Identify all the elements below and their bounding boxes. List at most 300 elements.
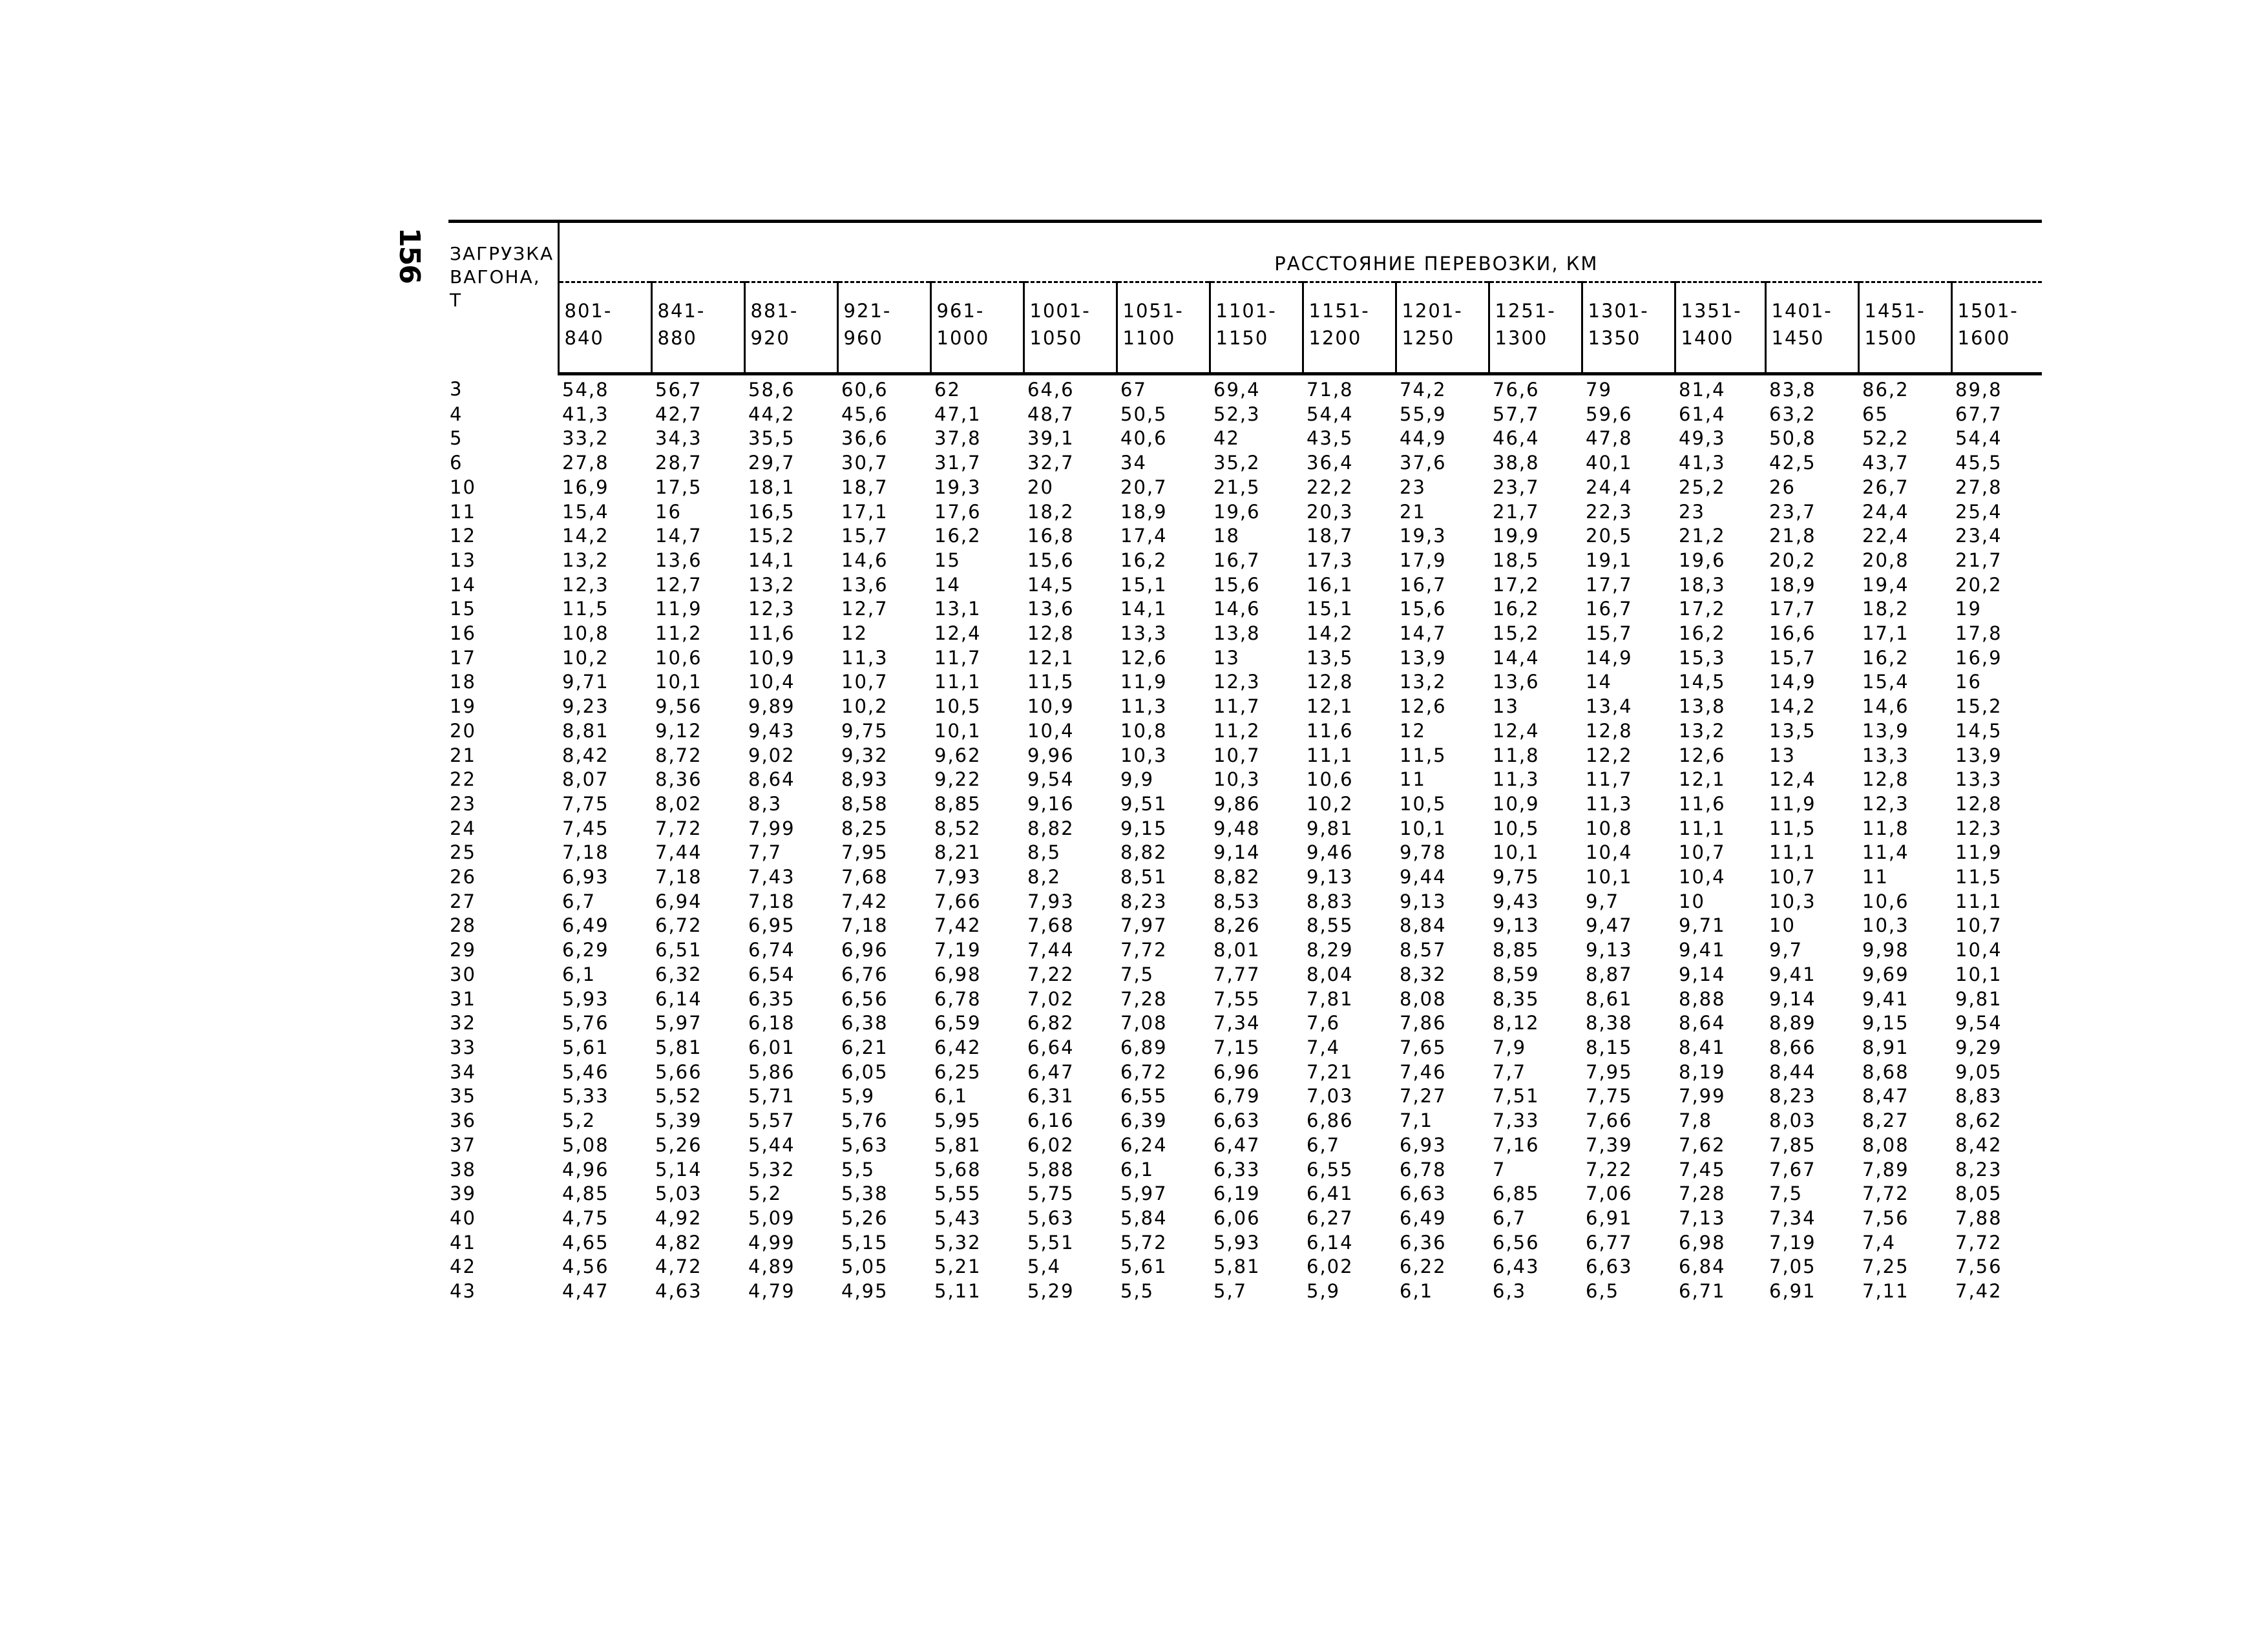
rate-cell: 5,03 <box>655 1182 702 1205</box>
rate-cell: 5,61 <box>1120 1255 1168 1278</box>
rate-cell: 11,6 <box>1307 719 1354 742</box>
rate-cell: 8,55 <box>1307 914 1354 937</box>
rate-cell: 13,2 <box>1400 671 1447 693</box>
distance-range-line: 1200 <box>1308 327 1362 349</box>
rate-cell: 12,1 <box>1307 695 1354 718</box>
rate-cell: 12,1 <box>1027 646 1075 669</box>
distance-range-line: 921- <box>843 300 892 322</box>
rate-cell: 18,5 <box>1493 549 1540 571</box>
rate-cell: 65 <box>1862 403 1889 425</box>
distance-range-header <box>1582 282 1675 374</box>
rate-cell: 7,25 <box>1862 1255 1909 1278</box>
rate-cell: 10,2 <box>562 646 609 669</box>
rate-cell: 8,52 <box>934 817 982 839</box>
rate-cell: 50,8 <box>1769 427 1816 450</box>
rate-cell: 21,7 <box>1955 549 2002 571</box>
rate-cell: 6,24 <box>1120 1133 1168 1156</box>
rate-cell: 9,46 <box>1307 841 1354 864</box>
distance-range-line: 1350 <box>1588 327 1641 349</box>
rate-cell: 52,3 <box>1213 403 1261 425</box>
distance-range-header <box>1024 282 1117 374</box>
table-row <box>448 695 2042 719</box>
rate-cell: 7,33 <box>1493 1109 1540 1132</box>
rate-cell: 13,6 <box>1027 598 1075 620</box>
rate-cell: 8,19 <box>1679 1060 1726 1083</box>
rate-cell: 11,9 <box>655 598 702 620</box>
rate-cell: 7,34 <box>1213 1012 1261 1035</box>
rate-cell: 5,32 <box>748 1158 795 1181</box>
distance-range-line: 1101- <box>1215 300 1277 322</box>
rate-cell: 7,06 <box>1586 1182 1633 1205</box>
rate-cell: 11,5 <box>1769 817 1816 839</box>
rate-cell: 6,1 <box>1120 1158 1155 1181</box>
rate-cell: 7,85 <box>1769 1133 1816 1156</box>
rate-cell: 6,55 <box>1120 1085 1168 1108</box>
rate-cell: 9,13 <box>1307 866 1354 888</box>
distance-range-line: 841- <box>657 300 706 322</box>
rate-cell: 12 <box>841 622 868 645</box>
rate-cell: 4,96 <box>562 1158 609 1181</box>
rate-cell: 6,43 <box>1493 1255 1540 1278</box>
rate-cell: 8,04 <box>1307 963 1354 985</box>
rate-cell: 7,99 <box>1679 1085 1726 1108</box>
rate-cell: 12,7 <box>655 573 702 596</box>
rate-cell: 11,5 <box>562 598 609 620</box>
rate-cell: 5,15 <box>841 1231 888 1254</box>
rate-cell: 6,78 <box>1400 1158 1447 1181</box>
distance-range-line: 880 <box>657 327 697 349</box>
rate-cell: 5,44 <box>748 1133 795 1156</box>
distance-range-line: 1600 <box>1957 327 2011 349</box>
rate-cell: 23,7 <box>1769 500 1816 523</box>
rate-cell: 5,9 <box>1307 1280 1341 1303</box>
table-row <box>448 1158 2042 1182</box>
rate-cell: 10,2 <box>841 695 888 718</box>
rate-cell: 13,6 <box>655 549 702 571</box>
distance-range-line: 881- <box>750 300 799 322</box>
rate-cell: 5,71 <box>748 1085 795 1108</box>
rate-cell: 44,2 <box>748 403 795 425</box>
rate-cell: 7,95 <box>1586 1060 1633 1083</box>
rate-cell: 20,7 <box>1120 476 1168 498</box>
rate-cell: 7,88 <box>1955 1206 2002 1229</box>
rate-cell: 4,85 <box>562 1182 609 1205</box>
rate-cell: 5,76 <box>562 1012 609 1035</box>
rate-cell: 12 <box>1400 719 1426 742</box>
load-cell: 27 <box>450 890 476 912</box>
rate-cell: 6,64 <box>1027 1036 1075 1058</box>
distance-range-line: 1051- <box>1122 300 1184 322</box>
rate-cell: 6,7 <box>1307 1133 1341 1156</box>
rate-cell: 9,98 <box>1862 939 1909 961</box>
rate-cell: 10,5 <box>1493 817 1540 839</box>
rate-cell: 6,14 <box>1307 1231 1354 1254</box>
rate-cell: 42,7 <box>655 403 702 425</box>
rate-cell: 8,72 <box>655 744 702 766</box>
rate-cell: 6,33 <box>1213 1158 1261 1181</box>
rate-cell: 8,47 <box>1862 1085 1909 1108</box>
rate-cell: 17,7 <box>1769 598 1816 620</box>
rate-cell: 11,7 <box>934 646 982 669</box>
rate-cell: 6,31 <box>1027 1085 1075 1108</box>
rate-cell: 6,56 <box>841 987 888 1010</box>
rate-cell: 10,7 <box>1955 914 2002 937</box>
rate-cell: 12,4 <box>1493 719 1540 742</box>
rate-cell: 37,6 <box>1400 452 1447 474</box>
rate-cell: 15,2 <box>1493 622 1540 645</box>
rate-cell: 13,2 <box>1679 719 1726 742</box>
load-cell: 41 <box>450 1231 476 1254</box>
distance-range-line: 1151- <box>1308 300 1370 322</box>
rate-cell: 6,3 <box>1493 1280 1527 1303</box>
rate-cell: 7,13 <box>1679 1206 1726 1229</box>
distance-range-header <box>1858 282 1951 374</box>
rate-cell: 54,4 <box>1307 403 1354 425</box>
rate-cell: 8,44 <box>1769 1060 1816 1083</box>
rate-cell: 6,72 <box>1120 1060 1168 1083</box>
rate-cell: 27,8 <box>1955 476 2002 498</box>
table-row <box>448 914 2042 938</box>
rate-cell: 14,7 <box>1400 622 1447 645</box>
rate-cell: 8,64 <box>748 768 795 791</box>
load-header-line: ЗАГРУЗКА <box>450 243 554 264</box>
rate-cell: 7,75 <box>562 792 609 815</box>
rate-cell: 6,1 <box>934 1085 969 1108</box>
rate-cell: 6,95 <box>748 914 795 937</box>
rate-cell: 5,57 <box>748 1109 795 1132</box>
load-cell: 26 <box>450 866 476 888</box>
rate-cell: 14,6 <box>1862 695 1909 718</box>
rate-cell: 5,66 <box>655 1060 702 1083</box>
rate-cell: 12,1 <box>1679 768 1726 791</box>
rate-cell: 5,75 <box>1027 1182 1075 1205</box>
rate-cell: 10,1 <box>934 719 982 742</box>
load-column-header <box>448 222 558 374</box>
table-row <box>448 622 2042 646</box>
rate-cell: 7,45 <box>562 817 609 839</box>
rate-cell: 5,26 <box>655 1133 702 1156</box>
rate-cell: 4,99 <box>748 1231 795 1254</box>
rate-cell: 16,5 <box>748 500 795 523</box>
distance-range-line: 961- <box>936 300 985 322</box>
rate-cell: 6,63 <box>1586 1255 1633 1278</box>
rate-cell: 10,9 <box>1027 695 1075 718</box>
rate-cell: 8,23 <box>1769 1085 1816 1108</box>
rate-cell: 58,6 <box>748 379 795 401</box>
table-row <box>448 573 2042 598</box>
rate-cell: 21 <box>1400 500 1426 523</box>
rate-cell: 9,29 <box>1955 1036 2002 1058</box>
load-cell: 17 <box>450 646 476 669</box>
distance-header: РАССТОЯНИЕ ПЕРЕВОЗКИ, КМ <box>558 222 2042 282</box>
rate-cell: 10,4 <box>1679 866 1726 888</box>
rate-cell: 25,2 <box>1679 476 1726 498</box>
rate-cell: 9,13 <box>1493 914 1540 937</box>
rate-cell: 10,1 <box>1955 963 2002 985</box>
rate-cell: 5,39 <box>655 1109 702 1132</box>
distance-range-line: 1050 <box>1029 327 1083 349</box>
rate-cell: 7,67 <box>1769 1158 1816 1181</box>
rate-cell: 5,26 <box>841 1206 888 1229</box>
rate-cell: 13,5 <box>1307 646 1354 669</box>
rate-cell: 5,11 <box>934 1280 982 1303</box>
rate-cell: 8,87 <box>1586 963 1633 985</box>
rate-cell: 7,93 <box>1027 890 1075 912</box>
rate-cell: 47,8 <box>1586 427 1633 450</box>
rate-cell: 17,6 <box>934 500 982 523</box>
rate-cell: 6,16 <box>1027 1109 1075 1132</box>
rate-cell: 10,6 <box>655 646 702 669</box>
load-cell: 10 <box>450 476 476 498</box>
rate-cell: 60,6 <box>841 379 888 401</box>
load-cell: 12 <box>450 525 476 547</box>
rate-cell: 67,7 <box>1955 403 2002 425</box>
rate-cell: 8,62 <box>1955 1109 2002 1132</box>
load-cell: 31 <box>450 987 476 1010</box>
rate-cell: 16,2 <box>1679 622 1726 645</box>
rate-cell: 12,6 <box>1679 744 1726 766</box>
rate-cell: 4,75 <box>562 1206 609 1229</box>
rate-cell: 7,27 <box>1400 1085 1447 1108</box>
rate-cell: 49,3 <box>1679 427 1726 450</box>
rate-cell: 8,5 <box>1027 841 1062 864</box>
distance-range-header <box>651 282 744 374</box>
rate-cell: 5,29 <box>1027 1280 1075 1303</box>
rate-cell: 7,28 <box>1679 1182 1726 1205</box>
rate-cell: 32,7 <box>1027 452 1075 474</box>
rate-cell: 6,1 <box>562 963 596 985</box>
rate-cell: 15,2 <box>748 525 795 547</box>
rate-cell: 8,42 <box>562 744 609 766</box>
rate-cell: 5,86 <box>748 1060 795 1083</box>
rate-cell: 8,68 <box>1862 1060 1909 1083</box>
rate-cell: 9,75 <box>1493 866 1540 888</box>
rate-cell: 9,15 <box>1120 817 1168 839</box>
rate-cell: 15,7 <box>1769 646 1816 669</box>
rate-cell: 7,43 <box>748 866 795 888</box>
rate-cell: 63,2 <box>1769 403 1816 425</box>
rate-cell: 5,2 <box>748 1182 782 1205</box>
rate-cell: 7,66 <box>1586 1109 1633 1132</box>
rate-cell: 10,7 <box>841 671 888 693</box>
distance-range-line: 1150 <box>1215 327 1269 349</box>
rate-cell: 4,89 <box>748 1255 795 1278</box>
load-cell: 22 <box>450 768 476 791</box>
rate-cell: 9,7 <box>1769 939 1803 961</box>
rate-cell: 16 <box>1955 671 1982 693</box>
table-row <box>448 1036 2042 1060</box>
rate-cell: 67 <box>1120 379 1147 401</box>
rate-cell: 6,94 <box>655 890 702 912</box>
rate-cell: 15,1 <box>1120 573 1168 596</box>
rate-cell: 7,21 <box>1307 1060 1354 1083</box>
rate-cell: 14,2 <box>562 525 609 547</box>
rate-cell: 5,97 <box>655 1012 702 1035</box>
load-cell: 30 <box>450 963 476 985</box>
distance-range-header <box>1675 282 1765 374</box>
load-cell: 13 <box>450 549 476 571</box>
rate-cell: 11,1 <box>1955 890 2002 912</box>
rate-cell: 9,02 <box>748 744 795 766</box>
load-cell: 40 <box>450 1206 476 1229</box>
load-header-line: Т <box>450 289 463 311</box>
rate-cell: 7,51 <box>1493 1085 1540 1108</box>
load-cell: 6 <box>450 452 463 474</box>
rate-cell: 18,7 <box>841 476 888 498</box>
rate-cell: 48,7 <box>1027 403 1075 425</box>
rate-cell: 6,25 <box>934 1060 982 1083</box>
distance-range-line: 1400 <box>1681 327 1734 349</box>
rate-cell: 19,1 <box>1586 549 1633 571</box>
load-cell: 4 <box>450 403 463 425</box>
rate-cell: 43,5 <box>1307 427 1354 450</box>
distance-range-header <box>1765 282 1858 374</box>
load-header-line: ВАГОНА, <box>450 266 541 288</box>
rate-cell: 10,5 <box>1400 792 1447 815</box>
rate-cell: 6,02 <box>1027 1133 1075 1156</box>
rate-cell: 7,86 <box>1400 1012 1447 1035</box>
rate-cell: 7,11 <box>1862 1280 1909 1303</box>
rate-cell: 9,14 <box>1679 963 1726 985</box>
rate-cell: 10,2 <box>1307 792 1354 815</box>
rate-cell: 13,8 <box>1213 622 1261 645</box>
rate-cell: 5,81 <box>655 1036 702 1058</box>
load-cell: 25 <box>450 841 476 864</box>
table-row <box>448 597 2042 622</box>
rate-cell: 10 <box>1679 890 1705 912</box>
rate-cell: 22,2 <box>1307 476 1354 498</box>
rate-cell: 6,49 <box>1400 1206 1447 1229</box>
load-cell: 5 <box>450 427 463 450</box>
rate-cell: 17,7 <box>1586 573 1633 596</box>
rate-cell: 8,02 <box>655 792 702 815</box>
rate-cell: 10,1 <box>1586 866 1633 888</box>
rate-cell: 9,16 <box>1027 792 1075 815</box>
rate-cell: 76,6 <box>1493 379 1540 401</box>
rate-cell: 7,5 <box>1120 963 1155 985</box>
rate-cell: 8,93 <box>841 768 888 791</box>
rate-cell: 10,8 <box>1586 817 1633 839</box>
distance-range-header <box>1303 282 1396 374</box>
rate-cell: 5,93 <box>562 987 609 1010</box>
rate-cell: 7,1 <box>1400 1109 1434 1132</box>
rate-cell: 8,2 <box>1027 866 1062 888</box>
distance-range-line: 801- <box>564 300 613 322</box>
rate-cell: 22,4 <box>1862 525 1909 547</box>
rate-cell: 18,3 <box>1679 573 1726 596</box>
rate-cell: 5,51 <box>1027 1231 1075 1254</box>
rate-cell: 54,8 <box>562 379 609 401</box>
rate-cell: 13 <box>1493 695 1519 718</box>
rate-cell: 8,15 <box>1586 1036 1633 1058</box>
rate-cell: 13,4 <box>1586 695 1633 718</box>
rate-cell: 9,05 <box>1955 1060 2002 1083</box>
distance-range-line: 1450 <box>1771 327 1825 349</box>
rate-cell: 11,5 <box>1400 744 1447 766</box>
rate-cell: 9,89 <box>748 695 795 718</box>
rate-cell: 8,51 <box>1120 866 1168 888</box>
rate-cell: 55,9 <box>1400 403 1447 425</box>
rate-cell: 5,21 <box>934 1255 982 1278</box>
table-row <box>448 374 2042 403</box>
rate-cell: 5,2 <box>562 1109 596 1132</box>
rate-cell: 6,01 <box>748 1036 795 1058</box>
rate-cell: 8,07 <box>562 768 609 791</box>
rate-cell: 6,42 <box>934 1036 982 1058</box>
rate-cell: 16,2 <box>1493 598 1540 620</box>
rate-cell: 9,9 <box>1120 768 1155 791</box>
rate-cell: 61,4 <box>1679 403 1726 425</box>
rate-cell: 4,82 <box>655 1231 702 1254</box>
rate-cell: 18,9 <box>1120 500 1168 523</box>
rate-cell: 6,29 <box>562 939 609 961</box>
rate-cell: 7,45 <box>1679 1158 1726 1181</box>
load-cell: 39 <box>450 1182 476 1205</box>
table-row <box>448 1255 2042 1279</box>
rate-cell: 13,9 <box>1400 646 1447 669</box>
rate-cell: 11,1 <box>1307 744 1354 766</box>
load-cell: 42 <box>450 1255 476 1278</box>
load-cell: 29 <box>450 939 476 961</box>
load-cell: 36 <box>450 1109 476 1132</box>
rate-cell: 10,7 <box>1679 841 1726 864</box>
rate-cell: 34,3 <box>655 427 702 450</box>
load-cell: 33 <box>450 1036 476 1058</box>
rate-cell: 36,4 <box>1307 452 1354 474</box>
rate-cell: 13,2 <box>562 549 609 571</box>
rate-cell: 6,72 <box>655 914 702 937</box>
rate-cell: 15,4 <box>562 500 609 523</box>
rate-cell: 9,54 <box>1027 768 1075 791</box>
rate-cell: 7,42 <box>1955 1280 2002 1303</box>
rate-cell: 5,95 <box>934 1109 982 1132</box>
rate-cell: 14 <box>1586 671 1612 693</box>
rate-cell: 26 <box>1769 476 1796 498</box>
rate-cell: 12,3 <box>1955 817 2002 839</box>
rate-cell: 7,72 <box>655 817 702 839</box>
rate-cell: 31,7 <box>934 452 982 474</box>
rate-cell: 6,91 <box>1769 1280 1816 1303</box>
rate-cell: 23 <box>1679 500 1705 523</box>
distance-range-header <box>1396 282 1489 374</box>
rate-cell: 14 <box>934 573 961 596</box>
rate-cell: 8,38 <box>1586 1012 1633 1035</box>
rate-cell: 7,02 <box>1027 987 1075 1010</box>
rate-cell: 17,4 <box>1120 525 1168 547</box>
rate-cell: 10,6 <box>1307 768 1354 791</box>
rate-cell: 11,1 <box>1679 817 1726 839</box>
rate-cell: 12,8 <box>1955 792 2002 815</box>
rate-cell: 41,3 <box>562 403 609 425</box>
rate-cell: 15,6 <box>1027 549 1075 571</box>
rate-cell: 8,57 <box>1400 939 1447 961</box>
rate-cell: 6,35 <box>748 987 795 1010</box>
rate-cell: 5,5 <box>1120 1280 1155 1303</box>
rate-cell: 8,42 <box>1955 1133 2002 1156</box>
rate-cell: 8,41 <box>1679 1036 1726 1058</box>
rate-cell: 8,64 <box>1679 1012 1726 1035</box>
rate-cell: 11,3 <box>1493 768 1540 791</box>
rate-cell: 11,9 <box>1120 671 1168 693</box>
rate-cell: 18,7 <box>1307 525 1354 547</box>
rate-cell: 7,16 <box>1493 1133 1540 1156</box>
rate-cell: 20,3 <box>1307 500 1354 523</box>
distance-range-line: 1250 <box>1402 327 1455 349</box>
rate-cell: 7,66 <box>934 890 982 912</box>
rate-cell: 5,52 <box>655 1085 702 1108</box>
rate-cell: 11,8 <box>1493 744 1540 766</box>
rate-cell: 9,75 <box>841 719 888 742</box>
